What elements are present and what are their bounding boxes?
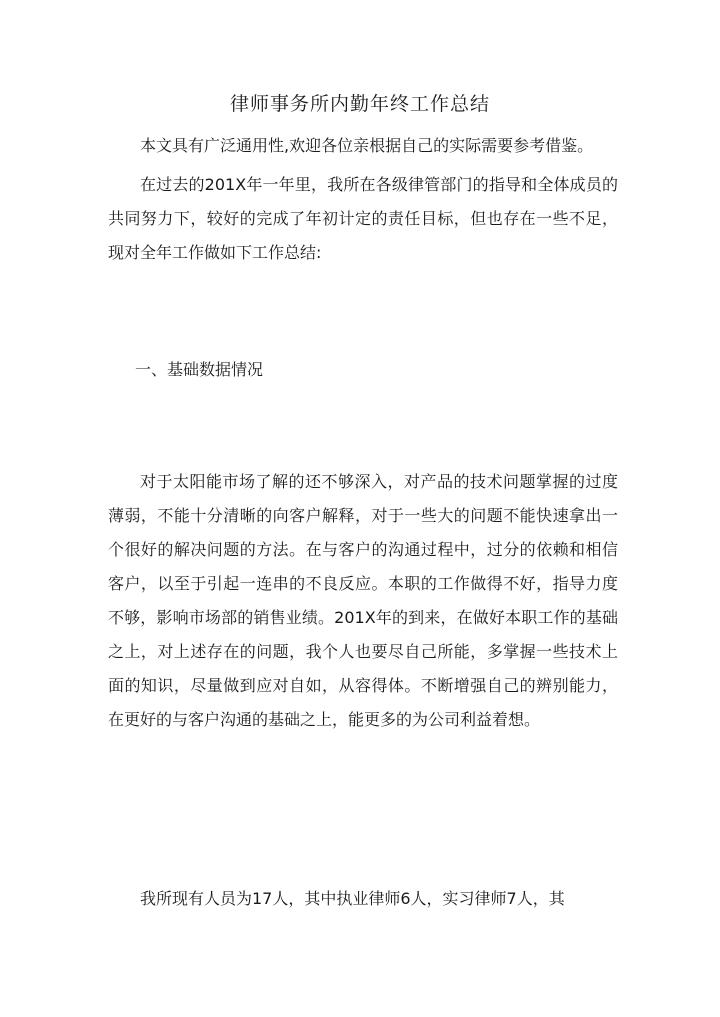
document-title: 律师事务所内勤年终工作总结 [229, 93, 490, 115]
section-heading: 一、基础数据情况 [135, 360, 264, 379]
paragraph-3: 我所现有人员为17人，其中执业律师6人，实习律师7人，其 [140, 889, 565, 908]
paragraph-2: 对于太阳能市场了解的还不够深入，对产品的技术问题掌握的过度薄弱，不能十分清晰的向客户解释，对于一些大的问题不能快速拿出一个很好的解决问题的方法。在与客户的沟通过程中，过分的依赖和相信客户，以至于引起一连串的不良反应。本职的工作做得不好，指导力度不够，影响市场部的销售业绩。201X年的到来，在做好本职工作的基础之上，对上述存在的问题，我个人也要尽自己所能，多掌握一些技术上面的知识，尽量做到应对自如，从容得体。不断增强自己的辨别能力，在更好的与客户沟通的基础之上，能更多的为公司利益着想。 [108, 472, 618, 729]
paragraph-1: 在过去的201X年一年里，我所在各级律管部门的指导和全体成员的共同努力下，较好的完成了年初计定的责任目标，但也存在一些不足，现对全年工作做如下工作总结: [108, 175, 618, 262]
intro-paragraph: 本文具有广泛通用性,欢迎各位亲根据自己的实际需要参考借鉴。 [140, 136, 594, 155]
